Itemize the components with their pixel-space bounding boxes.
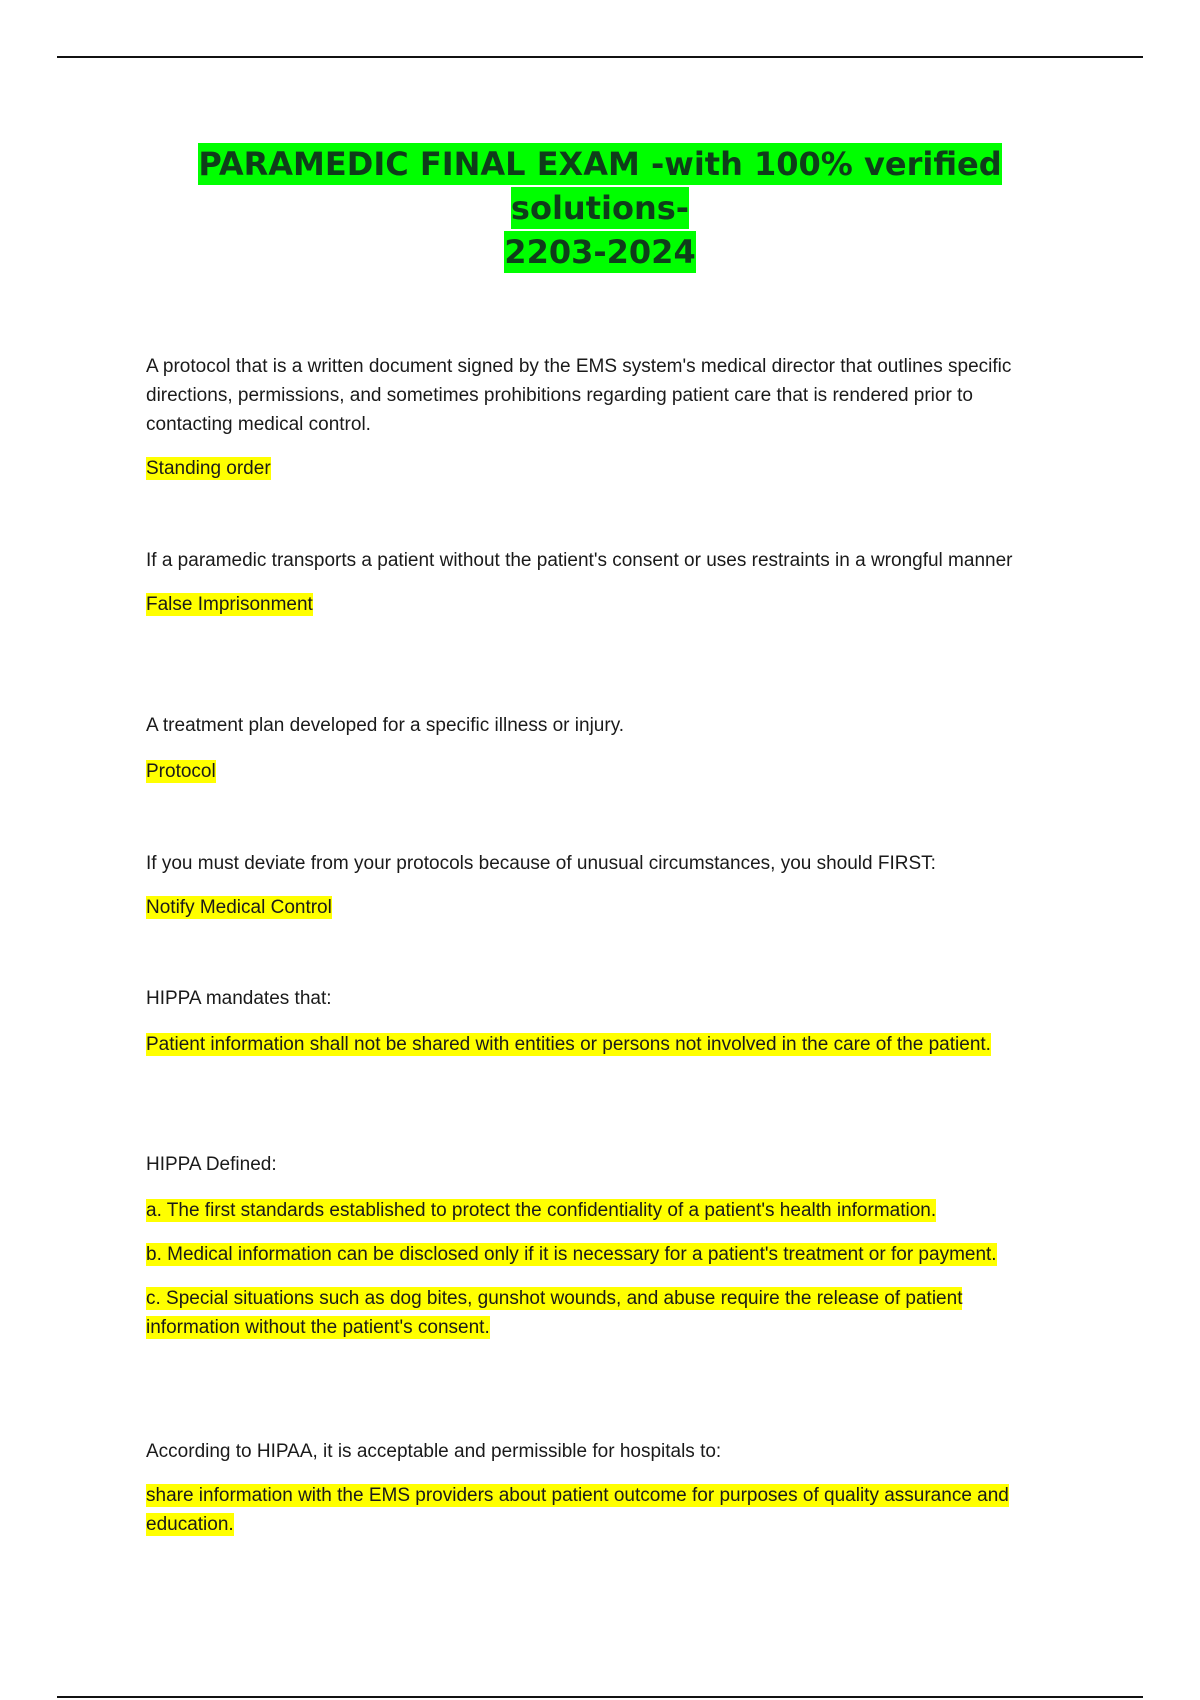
qa-item-6: [146, 1150, 1046, 1342]
question-text: According to HIPAA, it is acceptable and permissible for hospitals to:: [146, 1441, 722, 1462]
title-line-1: PARAMEDIC FINAL EXAM -with 100% verified solutions-: [198, 145, 1002, 227]
qa-item-4: [146, 849, 1046, 922]
qa-item-7: [146, 1437, 1046, 1539]
answer-text: Notify Medical Control: [146, 897, 332, 918]
answer-text: Standing order: [146, 458, 271, 479]
question-text: HIPPA Defined:: [146, 1154, 277, 1175]
document-title: [145, 142, 1055, 274]
answer-text: Patient information shall not be shared with entities or persons not involved in the care of the patient.: [146, 1034, 991, 1055]
question-text: A protocol that is a written document signed by the EMS system's medical director that outlines specific directions, permissions, and sometimes prohibitions regarding patient care that is rendered prior to contacting medical control.: [146, 356, 1012, 435]
qa-item-2: [146, 546, 1046, 619]
question-text: HIPPA mandates that:: [146, 988, 332, 1009]
answer-option-c: c. Special situations such as dog bites, gunshot wounds, and abuse require the release of patient information without the patient's consent.: [146, 1288, 963, 1338]
question-text: If a paramedic transports a patient without the patient's consent or uses restraints in a wrongful manner: [146, 550, 1013, 571]
bottom-rule: [57, 1696, 1143, 1698]
qa-item-1: [146, 352, 1046, 483]
question-text: If you must deviate from your protocols because of unusual circumstances, you should FIRST:: [146, 853, 936, 874]
answer-option-a: a. The first standards established to protect the confidentiality of a patient's health information.: [146, 1200, 937, 1221]
question-text: A treatment plan developed for a specific illness or injury.: [146, 715, 625, 736]
answer-text: Protocol: [146, 761, 216, 782]
qa-item-3: [146, 711, 1046, 786]
title-line-2: 2203-2024: [504, 233, 696, 271]
answer-option-b: b. Medical information can be disclosed only if it is necessary for a patient's treatment or for payment.: [146, 1244, 997, 1265]
qa-item-5: [146, 984, 1046, 1059]
answer-text: share information with the EMS providers about patient outcome for purposes of quality assurance and education.: [146, 1485, 1009, 1535]
top-rule: [57, 56, 1143, 58]
answer-text: False Imprisonment: [146, 594, 313, 615]
